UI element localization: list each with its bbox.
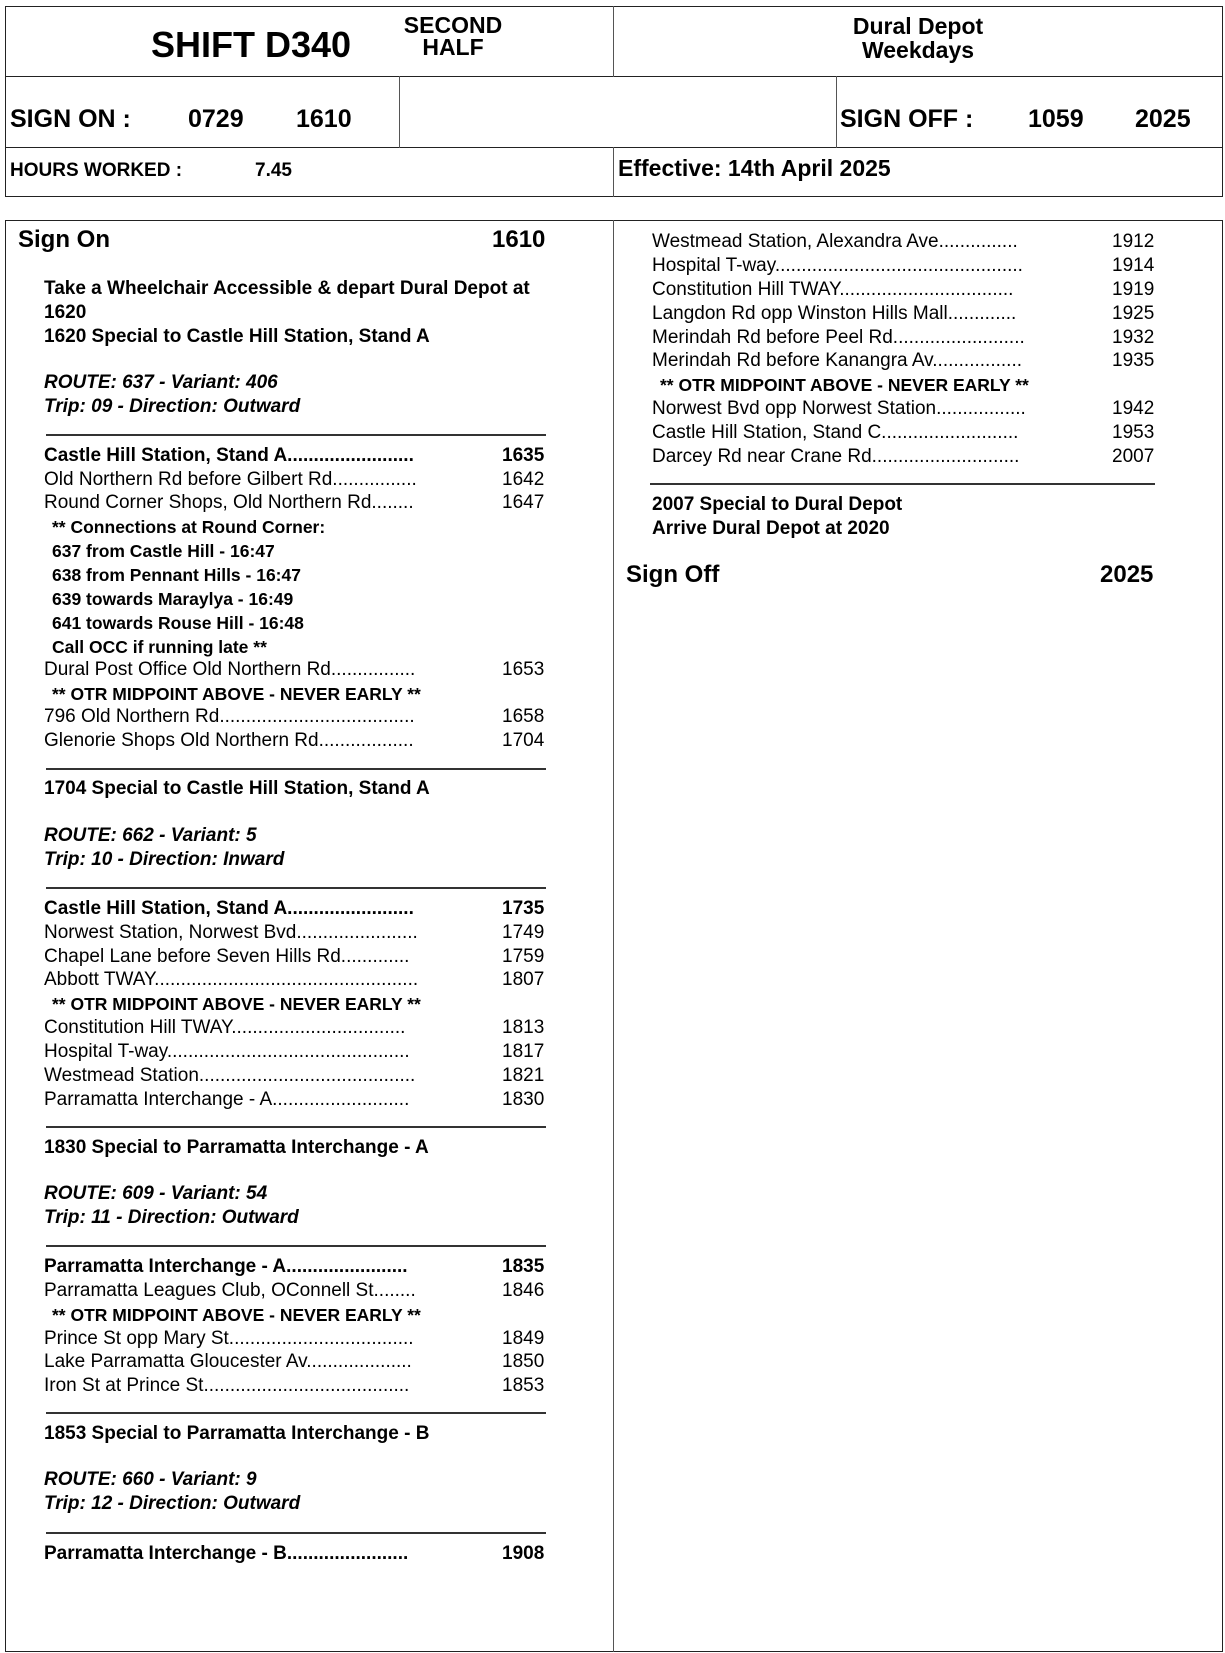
note-line: 641 towards Rouse Hill - 16:48 xyxy=(52,613,304,633)
separator xyxy=(46,1412,546,1414)
stop-time: 1850 xyxy=(502,1351,545,1372)
separator xyxy=(46,434,546,436)
effective-date: Effective: 14th April 2025 xyxy=(618,155,891,181)
stop-row xyxy=(44,658,415,682)
trip2-trip: Trip: 10 - Direction: Inward xyxy=(44,849,285,870)
stop-row xyxy=(44,1040,410,1064)
header-vdivider-signon xyxy=(399,76,400,148)
separator xyxy=(46,1126,546,1128)
stop-time: 1846 xyxy=(502,1280,545,1301)
midpoint-note: ** OTR MIDPOINT ABOVE - NEVER EARLY ** xyxy=(52,1305,421,1325)
stop-name: Glenorie Shops Old Northern Rd.................. xyxy=(44,730,414,751)
stop-row xyxy=(44,1279,416,1303)
intro-line-3: 1620 Special to Castle Hill Station, Stand A xyxy=(44,326,430,347)
trip1-trip: Trip: 09 - Direction: Outward xyxy=(44,396,301,417)
stop-row xyxy=(652,278,1013,302)
stop-time: 2007 xyxy=(1112,446,1155,467)
stop-row xyxy=(652,230,1018,254)
shift-half xyxy=(398,14,508,58)
stop-name: Merindah Rd before Kanangra Av................. xyxy=(652,350,1022,371)
stop-name: Westmead Station, Alexandra Ave............... xyxy=(652,231,1018,252)
stop-time: 1813 xyxy=(502,1017,545,1038)
stop-name: Langdon Rd opp Winston Hills Mall............. xyxy=(652,303,1017,324)
depot-days: Weekdays xyxy=(861,37,975,63)
stop-row xyxy=(44,705,415,729)
stop-row xyxy=(652,302,1016,326)
stop-name: Norwest Bvd opp Norwest Station................. xyxy=(652,398,1026,419)
stop-name: Hospital T-way............................................... xyxy=(652,255,1023,276)
midpoint-note: ** OTR MIDPOINT ABOVE - NEVER EARLY ** xyxy=(660,375,1029,395)
stop-time: 1942 xyxy=(1112,398,1155,419)
stop-row xyxy=(44,1255,408,1279)
midpoint-note: ** OTR MIDPOINT ABOVE - NEVER EARLY ** xyxy=(52,994,421,1014)
stop-time: 1830 xyxy=(502,1089,545,1110)
stop-time: 1821 xyxy=(502,1065,545,1086)
special-heading-2: 1704 Special to Castle Hill Station, Stand A xyxy=(44,778,430,799)
trip3-route: ROUTE: 609 - Variant: 54 xyxy=(44,1183,268,1204)
hours-worked-value: 7.45 xyxy=(255,160,292,181)
note-line: 637 from Castle Hill - 16:47 xyxy=(52,541,275,561)
sign-off-time-1: 1059 xyxy=(1028,105,1084,133)
stop-name: Lake Parramatta Gloucester Av.................... xyxy=(44,1351,412,1372)
header-vdivider-effective xyxy=(613,147,614,197)
sign-on-heading: Sign On xyxy=(18,226,110,253)
stop-time: 1932 xyxy=(1112,327,1155,348)
depot-name: Dural Depot xyxy=(852,13,984,39)
stop-row xyxy=(652,397,1026,421)
stop-time: 1849 xyxy=(502,1328,545,1349)
stop-time: 1749 xyxy=(502,922,545,943)
stop-row xyxy=(44,444,414,468)
stop-row xyxy=(44,968,418,992)
intro-line-2: 1620 xyxy=(44,302,87,323)
stop-name: Parramatta Interchange - A....................... xyxy=(44,1256,408,1277)
half-line2: HALF xyxy=(422,34,484,60)
stop-time: 1919 xyxy=(1112,279,1155,300)
header-divider-row1 xyxy=(5,76,1223,77)
return-special-line2: Arrive Dural Depot at 2020 xyxy=(652,518,890,539)
separator xyxy=(650,483,1155,485)
stop-time: 1807 xyxy=(502,969,545,990)
stop-row xyxy=(44,1088,409,1112)
stop-row xyxy=(44,1016,405,1040)
stop-time: 1925 xyxy=(1112,303,1155,324)
half-line1: SECOND xyxy=(403,12,503,38)
stop-time: 1817 xyxy=(502,1041,545,1062)
return-special-line1: 2007 Special to Dural Depot xyxy=(652,494,903,515)
stop-name: Norwest Station, Norwest Bvd....................... xyxy=(44,922,418,943)
stop-name: Chapel Lane before Seven Hills Rd............. xyxy=(44,946,410,967)
stop-time: 1735 xyxy=(502,898,545,919)
stop-row xyxy=(652,254,1023,278)
stop-time: 1908 xyxy=(502,1543,545,1564)
note-line: 639 towards Maraylya - 16:49 xyxy=(52,589,294,609)
stop-row xyxy=(44,945,409,969)
stop-time: 1935 xyxy=(1112,350,1155,371)
stop-name: Castle Hill Station, Stand C.......................... xyxy=(652,422,1019,443)
stop-name: Darcey Rd near Crane Rd............................ xyxy=(652,446,1020,467)
note-line: Call OCC if running late ** xyxy=(52,637,267,657)
header-divider-row2 xyxy=(5,147,1223,148)
stop-row xyxy=(44,1327,414,1351)
stop-row xyxy=(44,1064,415,1088)
trip3-info xyxy=(44,1182,299,1230)
header-vdivider-signoff xyxy=(836,76,837,148)
stop-time: 1635 xyxy=(502,445,545,466)
stop-name: Abbott TWAY.................................................. xyxy=(44,969,419,990)
depot-info xyxy=(614,14,1222,62)
trip4-info xyxy=(44,1468,300,1516)
sign-on-time: 1610 xyxy=(492,226,546,253)
stop-time: 1658 xyxy=(502,706,545,727)
return-special xyxy=(652,493,902,541)
stop-row xyxy=(44,1374,409,1398)
intro-line-1: Take a Wheelchair Accessible & depart Dural Depot at xyxy=(44,278,530,299)
body-column-divider xyxy=(613,220,614,1652)
stop-row xyxy=(44,897,414,921)
midpoint-note: ** OTR MIDPOINT ABOVE - NEVER EARLY ** xyxy=(52,684,421,704)
stop-name: Merindah Rd before Peel Rd......................... xyxy=(652,327,1025,348)
stop-name: Castle Hill Station, Stand A........................ xyxy=(44,445,414,466)
trip4-trip: Trip: 12 - Direction: Outward xyxy=(44,1493,301,1514)
stop-name: Constitution Hill TWAY................................. xyxy=(44,1017,406,1038)
sign-off-time: 2025 xyxy=(1100,561,1154,588)
note-line: 638 from Pennant Hills - 16:47 xyxy=(52,565,301,585)
stop-time: 1914 xyxy=(1112,255,1155,276)
stop-row xyxy=(44,1350,412,1374)
stop-row xyxy=(44,729,414,753)
stop-time: 1642 xyxy=(502,469,545,490)
sign-off-label: SIGN OFF : xyxy=(840,105,974,133)
trip3-trip: Trip: 11 - Direction: Outward xyxy=(44,1207,299,1228)
stop-time: 1835 xyxy=(502,1256,545,1277)
shift-title: SHIFT D340 xyxy=(151,24,352,65)
stop-row xyxy=(44,1542,408,1566)
stop-time: 1759 xyxy=(502,946,545,967)
stop-time: 1647 xyxy=(502,492,545,513)
stop-row xyxy=(652,349,1022,373)
stop-name: Old Northern Rd before Gilbert Rd................ xyxy=(44,469,417,490)
stop-time: 1953 xyxy=(1112,422,1155,443)
stop-time: 1853 xyxy=(502,1375,545,1396)
stop-name: Westmead Station......................................... xyxy=(44,1065,416,1086)
trip2-info xyxy=(44,824,284,872)
stop-name: Round Corner Shops, Old Northern Rd........ xyxy=(44,492,414,513)
stop-row xyxy=(652,445,1019,469)
separator xyxy=(46,887,546,889)
separator xyxy=(46,1245,546,1247)
sign-on-label: SIGN ON : xyxy=(10,105,131,133)
separator xyxy=(46,768,546,770)
special-heading-3: 1830 Special to Parramatta Interchange - A xyxy=(44,1137,429,1158)
sign-off-heading: Sign Off xyxy=(626,561,720,588)
trip1-info xyxy=(44,371,300,419)
sign-off-time-2: 2025 xyxy=(1135,105,1191,133)
stop-name: Constitution Hill TWAY................................. xyxy=(652,279,1014,300)
stop-time: 1653 xyxy=(502,659,545,680)
separator xyxy=(46,1532,546,1534)
connection-notes xyxy=(52,515,325,659)
stop-time: 1912 xyxy=(1112,231,1155,252)
stop-name: Dural Post Office Old Northern Rd................ xyxy=(44,659,416,680)
intro-block xyxy=(44,277,530,349)
hours-worked-label: HOURS WORKED : xyxy=(10,160,183,181)
trip1-route: ROUTE: 637 - Variant: 406 xyxy=(44,372,278,393)
stop-row xyxy=(44,921,418,945)
stop-name: Parramatta Leagues Club, OConnell St........ xyxy=(44,1280,416,1301)
stop-time: 1704 xyxy=(502,730,545,751)
note-line: ** Connections at Round Corner: xyxy=(52,517,326,537)
stop-row xyxy=(652,326,1025,350)
sign-on-time-2: 1610 xyxy=(296,105,352,133)
sign-on-time-1: 0729 xyxy=(188,105,244,133)
stop-name: Iron St at Prince St....................................... xyxy=(44,1375,410,1396)
stop-name: Parramatta Interchange - B....................... xyxy=(44,1543,409,1564)
stop-row xyxy=(44,468,417,492)
stop-name: Prince St opp Mary St................................... xyxy=(44,1328,414,1349)
trip2-route: ROUTE: 662 - Variant: 5 xyxy=(44,825,257,846)
stop-name: Parramatta Interchange - A.......................... xyxy=(44,1089,410,1110)
stop-row xyxy=(44,491,414,515)
stop-name: Hospital T-way.............................................. xyxy=(44,1041,410,1062)
stop-row xyxy=(652,421,1018,445)
stop-name: Castle Hill Station, Stand A........................ xyxy=(44,898,414,919)
stop-name: 796 Old Northern Rd..................................... xyxy=(44,706,415,727)
special-heading-4: 1853 Special to Parramatta Interchange - B xyxy=(44,1423,430,1444)
trip4-route: ROUTE: 660 - Variant: 9 xyxy=(44,1469,257,1490)
